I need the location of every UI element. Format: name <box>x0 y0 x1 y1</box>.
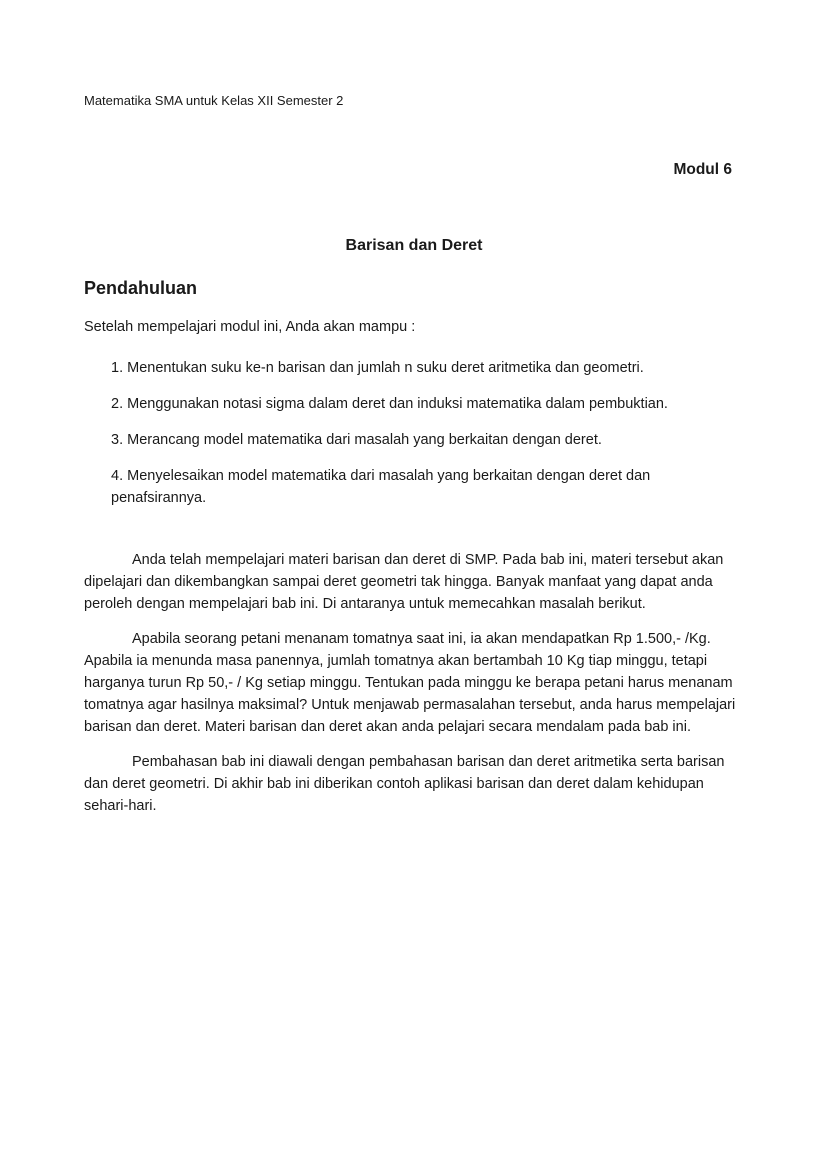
objective-number: 2. <box>111 396 124 412</box>
objective-item <box>111 393 744 415</box>
objective-number: 3. <box>111 432 124 448</box>
running-header: Matematika SMA untuk Kelas XII Semester 2 <box>84 93 344 108</box>
body-paragraph: Anda telah mempelajari materi barisan dan deret di SMP. Pada bab ini, materi tersebut akan dipelajari dan dikembangkan sampai deret geometri tak hingga. Banyak manfaat yang dapat anda peroleh dengan mempelajari bab ini. Di antaranya untuk memecahkan masalah berikut. <box>84 552 724 612</box>
intro-sentence: Setelah mempelajari modul ini, Anda akan mampu : <box>84 319 416 335</box>
objective-text: Menyelesaikan model matematika dari masalah yang berkaitan dengan deret dan penafsirannya. <box>111 468 651 506</box>
objective-item <box>111 429 744 451</box>
objective-text: Menentukan suku ke-n barisan dan jumlah n suku deret aritmetika dan geometri. <box>127 360 644 376</box>
objectives-list <box>84 357 744 509</box>
objective-number: 1. <box>111 360 124 376</box>
objective-number: 4. <box>111 468 124 484</box>
module-label: Modul 6 <box>673 161 732 178</box>
body-paragraph: Apabila seorang petani menanam tomatnya saat ini, ia akan mendapatkan Rp 1.500,- /Kg. Apabila ia menunda masa panennya, jumlah tomatnya akan bertambah 10 Kg tiap minggu, tetapi harganya turun Rp 50,- / Kg setiap minggu. Tentukan pada minggu ke berapa petani harus menanam tomatnya agar hasilnya maksimal? Untuk menjawab permasalahan tersebut, anda harus mempelajari barisan dan deret. Materi barisan dan deret akan anda pelajari secara mendalam pada bab ini. <box>84 631 736 735</box>
body-paragraph: Pembahasan bab ini diawali dengan pembahasan barisan dan deret aritmetika serta barisan dan deret geometri. Di akhir bab ini diberikan contoh aplikasi barisan dan deret dalam kehidupan sehari-hari. <box>84 754 725 814</box>
section-heading-pendahuluan: Pendahuluan <box>84 278 198 298</box>
document-title: Barisan dan Deret <box>345 237 483 254</box>
objective-item <box>111 465 744 509</box>
objective-text: Merancang model matematika dari masalah yang berkaitan dengan deret. <box>127 432 602 448</box>
objective-text: Menggunakan notasi sigma dalam deret dan induksi matematika dalam pembuktian. <box>127 396 668 412</box>
objective-item <box>111 357 744 379</box>
